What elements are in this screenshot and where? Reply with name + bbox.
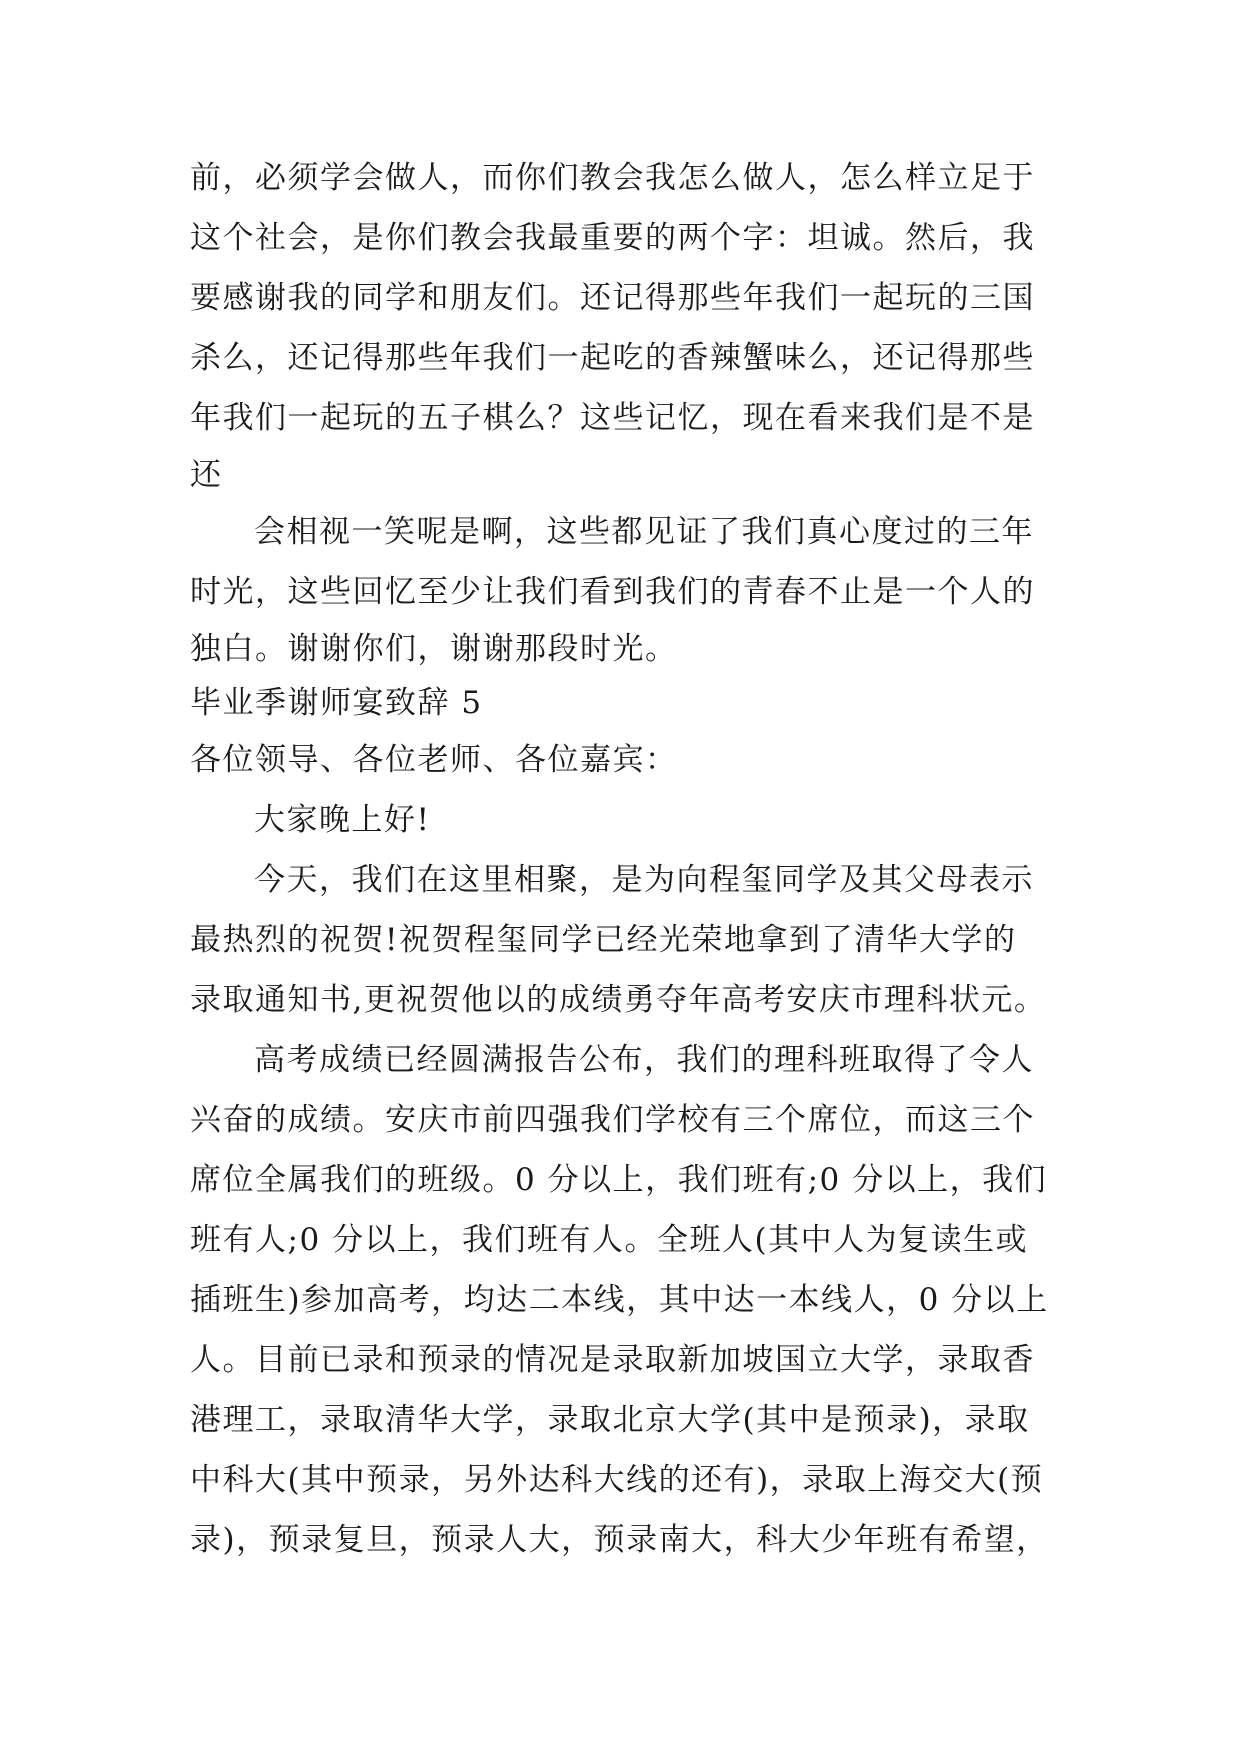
- text-line: 兴奋的成绩。安庆市前四强我们学校有三个席位，而这三个: [190, 1102, 1035, 1138]
- text-line: 最热烈的祝贺!祝贺程玺同学已经光荣地拿到了清华大学的: [190, 922, 1017, 958]
- text-line: 这个社会，是你们教会我最重要的两个字：坦诚。然后，我: [190, 220, 1035, 256]
- text-line: 还: [190, 457, 223, 493]
- paragraph-thanks-end: [190, 148, 1060, 502]
- text-line: 要感谢我的同学和朋友们。还记得那些年我们一起玩的三国: [190, 280, 1035, 316]
- paragraph-results: [190, 1030, 1060, 1570]
- section-heading: [190, 676, 1060, 730]
- salutation: [190, 730, 1060, 790]
- text-line: 席位全属我们的班级。0 分以上，我们班有;0 分以上，我们: [190, 1162, 1048, 1198]
- text-line: 前，必须学会做人，而你们教会我怎么做人，怎么样立足于: [190, 160, 1035, 196]
- text-line: 高考成绩已经圆满报告公布，我们的理科班取得了令人: [254, 1042, 1034, 1078]
- text-line: 中科大(其中预录，另外达科大线的还有)，录取上海交大(预: [190, 1462, 1044, 1498]
- heading-text: 毕业季谢师宴致辞 5: [190, 685, 483, 721]
- text-line: 班有人;0 分以上，我们班有人。全班人(其中人为复读生或: [190, 1222, 1029, 1258]
- text-line: 杀么，还记得那些年我们一起吃的香辣蟹味么，还记得那些: [190, 340, 1035, 376]
- text-line: 港理工，录取清华大学，录取北京大学(其中是预录)，录取: [190, 1402, 1030, 1438]
- paragraph-memories: [190, 502, 1060, 676]
- text-line: 年我们一起玩的五子棋么？这些记忆，现在看来我们是不是: [190, 400, 1035, 436]
- text-line: 录)，预录复旦，预录人大，预录南大，科大少年班有希望，: [190, 1522, 1049, 1558]
- salutation-text: 各位领导、各位老师、各位嘉宾：: [190, 742, 678, 778]
- text-line: 人。目前已录和预录的情况是录取新加坡国立大学，录取香: [190, 1342, 1035, 1378]
- text-line: 录取通知书,更祝贺他以的成绩勇夺年高考安庆市理科状元。: [190, 982, 1047, 1018]
- text-line: 会相视一笑呢是啊，这些都见证了我们真心度过的三年: [254, 514, 1034, 550]
- greeting-text: 大家晚上好!: [254, 802, 431, 838]
- document-body: [190, 148, 1060, 1570]
- text-line: 时光，这些回忆至少让我们看到我们的青春不止是一个人的: [190, 574, 1035, 610]
- text-line: 今天，我们在这里相聚，是为向程玺同学及其父母表示: [254, 862, 1034, 898]
- paragraph-congratulations: [190, 850, 1060, 1030]
- greeting: [190, 790, 1060, 850]
- text-line: 插班生)参加高考，均达二本线，其中达一本线人，0 分以上: [190, 1282, 1049, 1318]
- text-line: 独白。谢谢你们，谢谢那段时光。: [190, 631, 678, 667]
